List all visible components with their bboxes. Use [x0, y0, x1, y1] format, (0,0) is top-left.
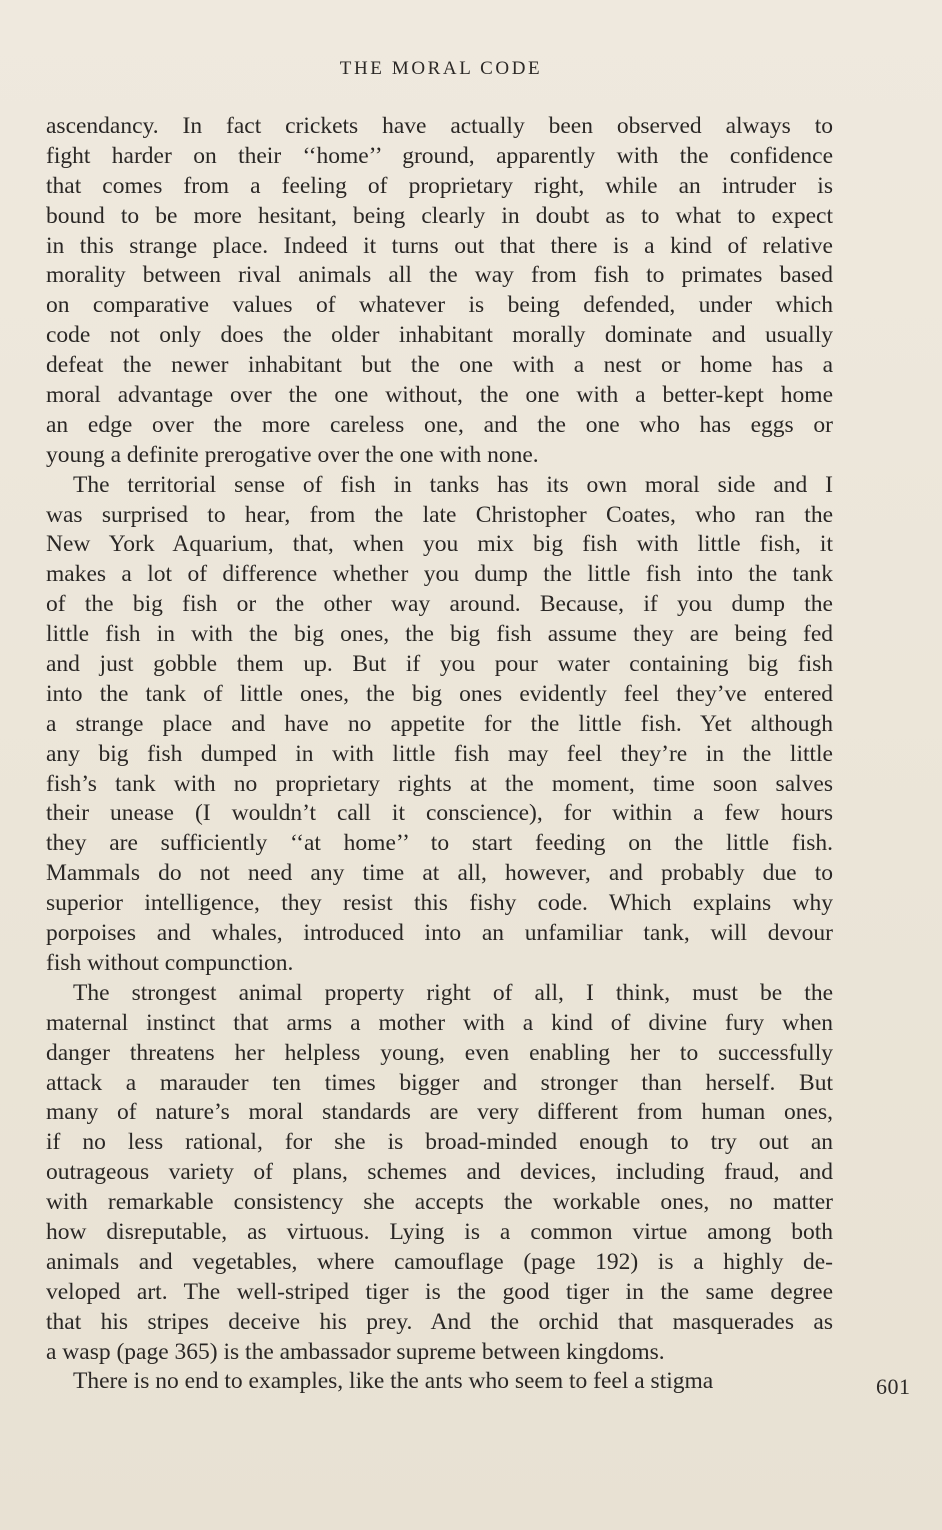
- text-line: veloped art. The well-striped tiger is the good tiger in the same degree: [46, 1278, 833, 1305]
- text-line: fish without compunction.: [46, 949, 294, 976]
- text-line: a wasp (page 365) is the ambassador supreme between kingdoms.: [46, 1338, 665, 1365]
- body-text: [46, 112, 833, 1397]
- text-line: an edge over the more careless one, and the one who has eggs or: [46, 411, 833, 438]
- text-line: There is no end to examples, like the ants who seem to feel a stigma: [73, 1368, 714, 1395]
- text-line: on comparative values of whatever is being defended, under which: [46, 292, 833, 319]
- text-line: makes a lot of difference whether you dump the little fish into the tank: [46, 561, 833, 588]
- text-line: fight harder on their ‘‘home’’ ground, apparently with the confidence: [46, 142, 833, 169]
- text-line: they are sufficiently ‘‘at home’’ to start feeding on the little fish.: [46, 830, 833, 857]
- text-line: ascendancy. In fact crickets have actually been observed always to: [46, 113, 833, 139]
- text-line: defeat the newer inhabitant but the one with a nest or home has a: [46, 352, 833, 379]
- text-line: of the big fish or the other way around. Because, if you dump the: [46, 591, 833, 618]
- text-line: with remarkable consistency she accepts the workable ones, no matter: [46, 1189, 833, 1216]
- text-line: maternal instinct that arms a mother with a kind of divine fury when: [46, 1009, 833, 1036]
- text-line: in this strange place. Indeed it turns out that there is a kind of relative: [46, 232, 833, 259]
- text-line: porpoises and whales, introduced into an unfamiliar tank, will devour: [46, 920, 833, 947]
- text-line: many of nature’s moral standards are very different from human ones,: [46, 1099, 833, 1126]
- text-line: into the tank of little ones, the big ones evidently feel they’ve entered: [46, 680, 833, 707]
- text-line: that his stripes deceive his prey. And the orchid that masquerades as: [46, 1308, 833, 1335]
- text-line: young a definite prerogative over the one with none.: [46, 441, 539, 468]
- page-number: 601: [876, 1374, 911, 1399]
- text-line: a strange place and have no appetite for the little fish. Yet although: [46, 710, 833, 737]
- text-line: was surprised to hear, from the late Christopher Coates, who ran the: [46, 501, 833, 528]
- text-line: New York Aquarium, that, when you mix big fish with little fish, it: [46, 531, 833, 558]
- text-line: The territorial sense of fish in tanks has its own moral side and I: [73, 471, 833, 498]
- text-line: outrageous variety of plans, schemes and devices, including fraud, and: [46, 1159, 833, 1186]
- text-line: and just gobble them up. But if you pour water containing big fish: [46, 651, 833, 678]
- text-line: that comes from a feeling of proprietary right, while an intruder is: [46, 172, 833, 199]
- text-line: danger threatens her helpless young, even enabling her to successfully: [46, 1039, 833, 1066]
- text-line: attack a marauder ten times bigger and stronger than herself. But: [46, 1069, 833, 1096]
- text-line: morality between rival animals all the way from fish to primates based: [46, 262, 833, 289]
- text-line: little fish in with the big ones, the big fish assume they are being fed: [46, 621, 833, 648]
- text-line: animals and vegetables, where camouflage (page 192) is a highly de-: [46, 1248, 833, 1275]
- text-line: Mammals do not need any time at all, however, and probably due to: [46, 860, 833, 887]
- text-line: bound to be more hesitant, being clearly in doubt as to what to expect: [46, 202, 833, 229]
- text-line: any big fish dumped in with little fish may feel they’re in the little: [46, 740, 833, 767]
- text-line: fish’s tank with no proprietary rights at the moment, time soon salves: [46, 770, 833, 797]
- text-line: their unease (I wouldn’t call it conscience), for within a few hours: [46, 800, 833, 827]
- text-line: code not only does the older inhabitant morally dominate and usually: [46, 322, 833, 349]
- text-line: if no less rational, for she is broad-minded enough to try out an: [46, 1129, 833, 1156]
- text-line: The strongest animal property right of all, I think, must be the: [73, 979, 833, 1006]
- text-line: how disreputable, as virtuous. Lying is a common virtue among both: [46, 1218, 833, 1245]
- running-head: THE MORAL CODE: [339, 58, 543, 79]
- text-line: superior intelligence, they resist this fishy code. Which explains why: [46, 890, 833, 917]
- text-line: moral advantage over the one without, the one with a better-kept home: [46, 382, 833, 409]
